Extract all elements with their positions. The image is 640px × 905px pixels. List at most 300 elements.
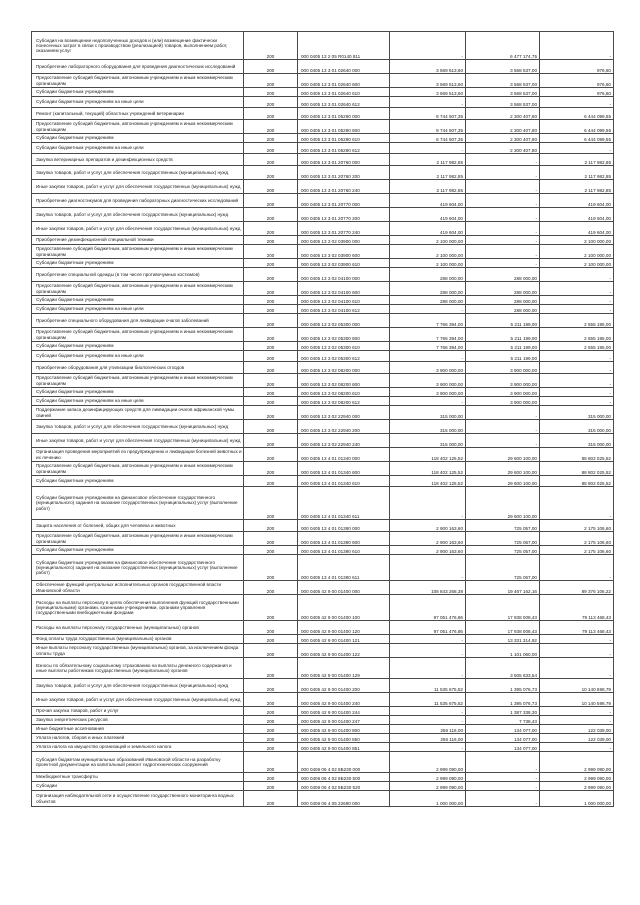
row-code-cell: 200 — [244, 166, 298, 180]
row-unexecuted-amount-cell: 2 999 090,00 — [540, 773, 614, 782]
row-name-cell: Субсидии бюджетным учреждениям — [32, 259, 244, 268]
row-name-cell: Субсидия на возмещение недополученных доходов и (или) возмещение фактически понесенных затрат в связи с производством (реализацией) товаров, выполнением работ, оказанием услуг — [32, 32, 244, 60]
row-classification-code-cell: 000 0405 13 3 02 05300 610 — [298, 342, 390, 351]
row-unexecuted-amount-cell: 88 802 025,52 — [540, 476, 614, 487]
row-name-cell: Предоставление субсидий бюджетным, автономным учреждениям и иным некоммерческим организациям — [32, 245, 244, 259]
row-classification-code-cell: 000 0405 13 3 01 20760 240 — [298, 180, 390, 194]
row-approved-amount-cell: 288 000,00 — [390, 282, 466, 296]
row-code-cell: 200 — [244, 143, 298, 154]
row-unexecuted-amount-cell: - — [540, 362, 614, 374]
row-code-cell: 200 — [244, 693, 298, 707]
row-approved-amount-cell: 315 000,00 — [390, 434, 466, 448]
row-executed-amount-cell: 7 738,43 — [466, 716, 540, 725]
table-row — [32, 268, 614, 282]
row-unexecuted-amount-cell: - — [540, 305, 614, 314]
row-unexecuted-amount-cell: 6 444 099,55 — [540, 134, 614, 143]
row-executed-amount-cell: 17 938 008,43 — [466, 621, 540, 635]
table-row — [32, 487, 614, 520]
row-name-cell: Иные выплаты персоналу государственных (муниципальных) органов, за исключением фонда оплаты труда — [32, 644, 244, 658]
row-name-cell: Субсидии бюджетным учреждениям — [32, 88, 244, 97]
row-code-cell: 200 — [244, 108, 298, 120]
row-executed-amount-cell: - — [466, 420, 540, 434]
row-unexecuted-amount-cell: 89 376 106,22 — [540, 581, 614, 595]
row-unexecuted-amount-cell: 976,60 — [540, 60, 614, 74]
row-unexecuted-amount-cell: - — [540, 644, 614, 658]
row-code-cell: 200 — [244, 595, 298, 621]
table-row — [32, 180, 614, 194]
row-executed-amount-cell: 3 568 537,00 — [466, 60, 540, 74]
row-approved-amount-cell: 288 000,00 — [390, 296, 466, 305]
row-unexecuted-amount-cell: 315 000,00 — [540, 434, 614, 448]
row-classification-code-cell: 000 0405 13 3 02 05300 612 — [298, 351, 390, 362]
row-classification-code-cell: 000 0405 13 3 01 05290 610 — [298, 134, 390, 143]
row-code-cell: 200 — [244, 725, 298, 734]
row-name-cell: Закупка товаров, работ и услуг для обеспечения государственных (муниципальных) нужд — [32, 420, 244, 434]
row-executed-amount-cell: 134 077,00 — [466, 743, 540, 752]
table-row — [32, 520, 614, 532]
row-classification-code-cell: 000 0405 13 3 02 04100 610 — [298, 296, 390, 305]
table-row — [32, 245, 614, 259]
row-name-cell: Приобретение оборудования для утилизации биологических отходов — [32, 362, 244, 374]
row-name-cell: Субсидии бюджетным учреждениям на иные цели — [32, 305, 244, 314]
row-unexecuted-amount-cell: - — [540, 388, 614, 397]
row-executed-amount-cell: - — [466, 434, 540, 448]
row-approved-amount-cell: 97 051 476,86 — [390, 621, 466, 635]
row-code-cell: 200 — [244, 487, 298, 520]
row-unexecuted-amount-cell: - — [540, 658, 614, 679]
row-executed-amount-cell: 1 395 076,73 — [466, 693, 540, 707]
row-executed-amount-cell: 1 387 338,30 — [466, 707, 540, 716]
row-unexecuted-amount-cell: 2 175 106,60 — [540, 532, 614, 546]
row-approved-amount-cell: - — [390, 305, 466, 314]
table-row — [32, 621, 614, 635]
row-executed-amount-cell: 3 900 000,00 — [466, 374, 540, 388]
row-executed-amount-cell: 288 000,00 — [466, 305, 540, 314]
row-unexecuted-amount-cell: 79 113 468,43 — [540, 621, 614, 635]
row-code-cell: 200 — [244, 180, 298, 194]
row-unexecuted-amount-cell: 88 802 025,52 — [540, 462, 614, 476]
row-approved-amount-cell: 2 117 982,85 — [390, 154, 466, 166]
row-executed-amount-cell: - — [466, 406, 540, 420]
row-classification-code-cell: 000 0405 13 3 02 03900 000 — [298, 236, 390, 245]
row-classification-code-cell: 000 0405 13 3 01 05290 600 — [298, 120, 390, 134]
table-row — [32, 707, 614, 716]
row-name-cell: Субсидии бюджетным учреждениям — [32, 476, 244, 487]
table-row — [32, 693, 614, 707]
row-name-cell: Обеспечение функций центральных исполнительных органов государственной власти Ивановской области — [32, 581, 244, 595]
row-unexecuted-amount-cell: 2 117 982,85 — [540, 154, 614, 166]
row-unexecuted-amount-cell: 976,60 — [540, 74, 614, 88]
row-approved-amount-cell: 256 116,00 — [390, 734, 466, 743]
row-approved-amount-cell: 315 000,00 — [390, 420, 466, 434]
row-executed-amount-cell: - — [466, 791, 540, 807]
row-approved-amount-cell: 8 744 507,35 — [390, 120, 466, 134]
row-code-cell: 200 — [244, 782, 298, 791]
row-approved-amount-cell: - — [390, 658, 466, 679]
row-approved-amount-cell: 2 999 090,00 — [390, 782, 466, 791]
row-approved-amount-cell: - — [390, 635, 466, 644]
row-name-cell: Расходы на выплаты персоналу в целях обеспечения выполнения функций государственными (муниципальными) органами, казенными учреждениями, органами управления государственными внебюджетными фондами — [32, 595, 244, 621]
table-row — [32, 259, 614, 268]
row-code-cell: 200 — [244, 374, 298, 388]
row-classification-code-cell: 000 0405 13 3 02 08200 612 — [298, 397, 390, 406]
row-unexecuted-amount-cell: 6 444 099,55 — [540, 108, 614, 120]
row-approved-amount-cell: - — [390, 743, 466, 752]
row-executed-amount-cell: - — [466, 194, 540, 208]
row-code-cell: 200 — [244, 420, 298, 434]
row-name-cell: Организация проведения мероприятий по предупреждению и ликвидации болезней животных и их лечению — [32, 448, 244, 462]
row-executed-amount-cell: 725 057,00 — [466, 532, 540, 546]
row-unexecuted-amount-cell: 2 555 195,00 — [540, 314, 614, 328]
row-executed-amount-cell: 29 600 100,00 — [466, 462, 540, 476]
row-code-cell: 200 — [244, 342, 298, 351]
row-code-cell: 200 — [244, 635, 298, 644]
row-executed-amount-cell: - — [466, 752, 540, 773]
row-name-cell: Субсидии бюджетным учреждениям на финансовое обеспечение государственного (муниципального) задания на оказание государственных (муниципальных) услуг (выполнение работ) — [32, 487, 244, 520]
row-name-cell: Закупка товаров, работ и услуг для обеспечения государственных (муниципальных) нужд — [32, 208, 244, 222]
row-code-cell: 200 — [244, 222, 298, 236]
row-approved-amount-cell: 7 766 394,00 — [390, 314, 466, 328]
row-approved-amount-cell: 11 535 675,52 — [390, 693, 466, 707]
row-unexecuted-amount-cell: 976,60 — [540, 88, 614, 97]
row-approved-amount-cell: 118 402 125,52 — [390, 448, 466, 462]
row-name-cell: Субсидии бюджетным учреждениям на иные цели — [32, 397, 244, 406]
row-unexecuted-amount-cell: - — [540, 268, 614, 282]
row-code-cell: 200 — [244, 397, 298, 406]
row-executed-amount-cell: - — [466, 782, 540, 791]
row-unexecuted-amount-cell: - — [540, 282, 614, 296]
row-executed-amount-cell: - — [466, 259, 540, 268]
row-unexecuted-amount-cell: - — [540, 397, 614, 406]
row-classification-code-cell: 000 0405 42 9 00 01400 851 — [298, 743, 390, 752]
row-code-cell: 200 — [244, 476, 298, 487]
row-unexecuted-amount-cell: 2 117 982,85 — [540, 166, 614, 180]
row-approved-amount-cell: 2 117 982,85 — [390, 180, 466, 194]
row-code-cell: 200 — [244, 259, 298, 268]
table-row — [32, 532, 614, 546]
row-unexecuted-amount-cell: - — [540, 374, 614, 388]
table-row — [32, 328, 614, 342]
row-name-cell: Иные бюджетные ассигнования — [32, 725, 244, 734]
row-unexecuted-amount-cell: 315 000,00 — [540, 406, 614, 420]
row-classification-code-cell: 000 0405 13 4 01 01340 610 — [298, 476, 390, 487]
row-name-cell: Субсидии бюджетным учреждениям на иные цели — [32, 97, 244, 108]
row-code-cell: 200 — [244, 296, 298, 305]
table-row — [32, 420, 614, 434]
row-approved-amount-cell: - — [390, 707, 466, 716]
row-executed-amount-cell: 134 077,00 — [466, 734, 540, 743]
row-executed-amount-cell: 13 331 314,92 — [466, 635, 540, 644]
row-name-cell: Предоставление субсидий бюджетным, автономным учреждениям и иным некоммерческим организациям — [32, 282, 244, 296]
row-code-cell: 200 — [244, 60, 298, 74]
row-code-cell: 200 — [244, 734, 298, 743]
row-classification-code-cell: 000 0405 13 3 01 20770 000 — [298, 194, 390, 208]
row-classification-code-cell: 000 0405 42 9 00 01400 121 — [298, 635, 390, 644]
row-classification-code-cell: 000 0405 13 3 02 08200 600 — [298, 374, 390, 388]
row-unexecuted-amount-cell: - — [540, 743, 614, 752]
row-approved-amount-cell: 3 569 513,60 — [390, 60, 466, 74]
row-approved-amount-cell: 2 999 090,00 — [390, 752, 466, 773]
row-name-cell: Субсидии — [32, 782, 244, 791]
row-approved-amount-cell: 419 604,00 — [390, 222, 466, 236]
row-name-cell: Предоставление субсидий бюджетным, автономным учреждениям и иным некоммерческим организациям — [32, 374, 244, 388]
row-unexecuted-amount-cell: 10 140 598,79 — [540, 693, 614, 707]
row-executed-amount-cell: 5 211 199,00 — [466, 351, 540, 362]
table-row — [32, 314, 614, 328]
row-executed-amount-cell: 19 467 162,16 — [466, 581, 540, 595]
row-classification-code-cell: 000 0405 42 9 00 01400 200 — [298, 679, 390, 693]
row-classification-code-cell: 000 0405 13 3 02 04100 000 — [298, 268, 390, 282]
row-code-cell: 200 — [244, 314, 298, 328]
row-code-cell: 200 — [244, 658, 298, 679]
row-executed-amount-cell: 2 300 407,80 — [466, 120, 540, 134]
table-row — [32, 88, 614, 97]
row-approved-amount-cell: 3 900 000,00 — [390, 374, 466, 388]
row-classification-code-cell: 000 0405 13 3 01 20770 200 — [298, 208, 390, 222]
table-row — [32, 108, 614, 120]
row-code-cell: 200 — [244, 532, 298, 546]
row-approved-amount-cell: - — [390, 487, 466, 520]
table-row — [32, 282, 614, 296]
table-row — [32, 658, 614, 679]
row-approved-amount-cell: 3 900 000,00 — [390, 362, 466, 374]
row-name-cell: Взносы по обязательному социальному страхованию на выплаты денежного содержания и иные выплаты работникам государственных (муниципальных) органов — [32, 658, 244, 679]
row-executed-amount-cell: 5 211 199,00 — [466, 314, 540, 328]
row-executed-amount-cell: 725 057,00 — [466, 546, 540, 555]
row-classification-code-cell: 000 0405 13 4 01 01340 611 — [298, 487, 390, 520]
row-approved-amount-cell: 97 051 476,86 — [390, 595, 466, 621]
table-row — [32, 734, 614, 743]
row-classification-code-cell: 000 0405 13 3 02 22940 200 — [298, 420, 390, 434]
row-executed-amount-cell: 5 211 199,00 — [466, 342, 540, 351]
row-executed-amount-cell: 288 000,00 — [466, 282, 540, 296]
row-approved-amount-cell: - — [390, 32, 466, 60]
row-executed-amount-cell: 5 211 199,00 — [466, 328, 540, 342]
row-classification-code-cell: 000 0406 06 4 02 8Б230 000 — [298, 752, 390, 773]
row-unexecuted-amount-cell: - — [540, 97, 614, 108]
row-unexecuted-amount-cell: 88 802 025,52 — [540, 448, 614, 462]
row-code-cell: 200 — [244, 791, 298, 807]
table-row — [32, 635, 614, 644]
row-name-cell: Закупка товаров, работ и услуг для обеспечения государственных (муниципальных) нужд — [32, 679, 244, 693]
row-unexecuted-amount-cell: 1 000 000,00 — [540, 791, 614, 807]
row-name-cell: Закупка ветеринарных препаратов и дезинфекционных средств — [32, 154, 244, 166]
row-code-cell: 200 — [244, 208, 298, 222]
row-name-cell: Субсидии бюджетным учреждениям — [32, 342, 244, 351]
row-classification-code-cell: 000 0405 42 9 00 01400 850 — [298, 734, 390, 743]
table-row — [32, 32, 614, 60]
row-unexecuted-amount-cell: 2 999 090,00 — [540, 782, 614, 791]
row-code-cell: 200 — [244, 520, 298, 532]
row-executed-amount-cell: 3 505 633,54 — [466, 658, 540, 679]
row-unexecuted-amount-cell: - — [540, 555, 614, 581]
row-code-cell: 200 — [244, 268, 298, 282]
row-unexecuted-amount-cell: 122 039,00 — [540, 725, 614, 734]
row-name-cell: Субсидии бюджетным учреждениям на финансовое обеспечение государственного (муниципального) задания на оказание государственных (муниципальных) услуг (выполнение работ) — [32, 555, 244, 581]
table-row — [32, 342, 614, 351]
row-code-cell: 200 — [244, 328, 298, 342]
row-classification-code-cell: 000 0405 13 2 05 R0140 811 — [298, 32, 390, 60]
row-code-cell: 200 — [244, 97, 298, 108]
table-row — [32, 546, 614, 555]
row-approved-amount-cell: 2 100 000,00 — [390, 236, 466, 245]
row-classification-code-cell: 000 0405 13 4 01 01340 600 — [298, 462, 390, 476]
row-classification-code-cell: 000 0406 06 4 02 8Б230 520 — [298, 782, 390, 791]
row-approved-amount-cell: 256 116,00 — [390, 725, 466, 734]
row-code-cell: 200 — [244, 406, 298, 420]
row-approved-amount-cell: 8 744 507,35 — [390, 108, 466, 120]
row-executed-amount-cell: 3 568 537,00 — [466, 88, 540, 97]
row-approved-amount-cell: - — [390, 397, 466, 406]
row-approved-amount-cell: 2 100 000,00 — [390, 245, 466, 259]
row-classification-code-cell: 000 0405 13 3 02 03900 610 — [298, 259, 390, 268]
row-code-cell: 200 — [244, 236, 298, 245]
row-name-cell: Субсидия бюджетам муниципальных образований Ивановской области на разработку проектной документации на капитальный ремонт гидротехнических сооружений — [32, 752, 244, 773]
row-name-cell: Субсидии бюджетным учреждениям — [32, 134, 244, 143]
row-executed-amount-cell: - — [466, 245, 540, 259]
row-unexecuted-amount-cell: 2 555 195,00 — [540, 328, 614, 342]
row-unexecuted-amount-cell: 2 999 090,00 — [540, 752, 614, 773]
table-row — [32, 406, 614, 420]
row-classification-code-cell: 000 0405 13 3 01 20760 000 — [298, 154, 390, 166]
row-name-cell: Субсидии бюджетным учреждениям на иные цели — [32, 143, 244, 154]
table-row — [32, 60, 614, 74]
table-row — [32, 644, 614, 658]
table-row — [32, 236, 614, 245]
row-classification-code-cell: 000 0405 42 9 00 01400 800 — [298, 725, 390, 734]
row-unexecuted-amount-cell: - — [540, 296, 614, 305]
row-name-cell: Фонд оплаты труда государственных (муниципальных) органов — [32, 635, 244, 644]
row-unexecuted-amount-cell: 2 100 000,00 — [540, 245, 614, 259]
table-row — [32, 462, 614, 476]
row-code-cell: 200 — [244, 434, 298, 448]
row-code-cell: 200 — [244, 388, 298, 397]
row-executed-amount-cell: 725 057,00 — [466, 520, 540, 532]
row-classification-code-cell: 000 0405 42 9 00 01400 100 — [298, 595, 390, 621]
row-approved-amount-cell: 3 900 000,00 — [390, 388, 466, 397]
table-row — [32, 166, 614, 180]
row-name-cell: Защита населения от болезней, общих для человека и животных — [32, 520, 244, 532]
row-name-cell: Субсидии бюджетным учреждениям на иные цели — [32, 351, 244, 362]
row-executed-amount-cell: 3 568 537,00 — [466, 74, 540, 88]
row-classification-code-cell: 000 0405 13 3 02 04100 612 — [298, 305, 390, 314]
row-executed-amount-cell: 3 900 000,00 — [466, 362, 540, 374]
row-code-cell: 200 — [244, 716, 298, 725]
table-row — [32, 222, 614, 236]
row-classification-code-cell: 000 0405 13 3 02 22940 000 — [298, 406, 390, 420]
row-executed-amount-cell: 3 900 000,00 — [466, 397, 540, 406]
row-code-cell: 200 — [244, 546, 298, 555]
row-unexecuted-amount-cell: - — [540, 707, 614, 716]
row-code-cell: 200 — [244, 74, 298, 88]
row-classification-code-cell: 000 0405 42 9 00 01400 120 — [298, 621, 390, 635]
row-classification-code-cell: 000 0405 13 3 01 02640 610 — [298, 88, 390, 97]
row-unexecuted-amount-cell: 419 604,00 — [540, 208, 614, 222]
row-classification-code-cell: 000 0405 13 4 01 01390 610 — [298, 546, 390, 555]
row-approved-amount-cell: 3 569 513,60 — [390, 88, 466, 97]
table-row — [32, 374, 614, 388]
table-row — [32, 388, 614, 397]
row-code-cell: 200 — [244, 245, 298, 259]
row-unexecuted-amount-cell: 122 039,00 — [540, 734, 614, 743]
row-approved-amount-cell: 118 402 125,52 — [390, 476, 466, 487]
row-approved-amount-cell: 2 999 090,00 — [390, 773, 466, 782]
row-name-cell: Иные закупки товаров, работ и услуг для обеспечения государственных (муниципальных) нужд — [32, 693, 244, 707]
row-code-cell: 200 — [244, 448, 298, 462]
row-name-cell: Иные закупки товаров, работ и услуг для обеспечения государственных (муниципальных) нужд — [32, 434, 244, 448]
row-classification-code-cell: 000 0406 06 4 02 8Б230 500 — [298, 773, 390, 782]
table-row — [32, 97, 614, 108]
row-executed-amount-cell: 134 077,00 — [466, 725, 540, 734]
row-approved-amount-cell: - — [390, 644, 466, 658]
row-unexecuted-amount-cell: - — [540, 143, 614, 154]
row-approved-amount-cell: 2 900 163,60 — [390, 546, 466, 555]
row-executed-amount-cell: 29 600 100,00 — [466, 487, 540, 520]
row-code-cell: 200 — [244, 679, 298, 693]
row-approved-amount-cell: 419 604,00 — [390, 194, 466, 208]
row-executed-amount-cell: 17 938 008,43 — [466, 595, 540, 621]
row-classification-code-cell: 000 0405 13 3 01 20760 200 — [298, 166, 390, 180]
row-name-cell: Приобретение специальной одежды (в том числе противочумных костюмов) — [32, 268, 244, 282]
row-executed-amount-cell: 29 600 100,00 — [466, 476, 540, 487]
row-executed-amount-cell: 3 568 537,00 — [466, 97, 540, 108]
table-row — [32, 791, 614, 807]
row-classification-code-cell: 000 0405 13 3 02 08200 000 — [298, 362, 390, 374]
row-unexecuted-amount-cell: 419 604,00 — [540, 194, 614, 208]
row-classification-code-cell: 000 0405 13 3 02 03900 600 — [298, 245, 390, 259]
row-executed-amount-cell: 288 000,00 — [466, 296, 540, 305]
row-code-cell: 200 — [244, 194, 298, 208]
row-approved-amount-cell: 2 900 163,60 — [390, 520, 466, 532]
row-name-cell: Поддержание запаса дезинфицирующих средств для ликвидации очагов африканской чумы свиней — [32, 406, 244, 420]
row-code-cell: 200 — [244, 134, 298, 143]
table-row — [32, 74, 614, 88]
row-name-cell: Организация наблюдательной сети и осуществление государственного мониторинга водных объектов — [32, 791, 244, 807]
row-classification-code-cell: 000 0405 42 9 00 01400 247 — [298, 716, 390, 725]
row-classification-code-cell: 000 0405 13 3 02 05300 600 — [298, 328, 390, 342]
row-executed-amount-cell: 6 477 174,75 — [466, 32, 540, 60]
row-unexecuted-amount-cell: 2 100 000,00 — [540, 259, 614, 268]
row-approved-amount-cell: 288 000,00 — [390, 268, 466, 282]
row-unexecuted-amount-cell: - — [540, 635, 614, 644]
row-code-cell: 200 — [244, 154, 298, 166]
row-name-cell: Субсидии бюджетным учреждениям — [32, 388, 244, 397]
table-row — [32, 397, 614, 406]
row-executed-amount-cell: 2 300 407,80 — [466, 143, 540, 154]
row-approved-amount-cell: - — [390, 143, 466, 154]
row-code-cell: 200 — [244, 88, 298, 97]
row-name-cell: Уплата налога на имущество организаций и земельного налога — [32, 743, 244, 752]
row-classification-code-cell: 000 0405 13 3 01 20770 240 — [298, 222, 390, 236]
row-code-cell: 200 — [244, 351, 298, 362]
table-row — [32, 752, 614, 773]
row-code-cell: 200 — [244, 282, 298, 296]
table-row — [32, 782, 614, 791]
row-executed-amount-cell: 2 300 407,80 — [466, 134, 540, 143]
row-approved-amount-cell: 2 900 163,60 — [390, 532, 466, 546]
table-row — [32, 555, 614, 581]
row-code-cell: 200 — [244, 120, 298, 134]
row-executed-amount-cell: - — [466, 180, 540, 194]
row-code-cell: 200 — [244, 462, 298, 476]
row-executed-amount-cell: 1 101 060,00 — [466, 644, 540, 658]
row-classification-code-cell: 000 0405 13 3 01 02640 612 — [298, 97, 390, 108]
row-unexecuted-amount-cell: - — [540, 351, 614, 362]
row-executed-amount-cell: - — [466, 222, 540, 236]
table-row — [32, 194, 614, 208]
row-name-cell: Приобретение специального оборудования для ликвидации очагов заболеваний — [32, 314, 244, 328]
table-row — [32, 120, 614, 134]
